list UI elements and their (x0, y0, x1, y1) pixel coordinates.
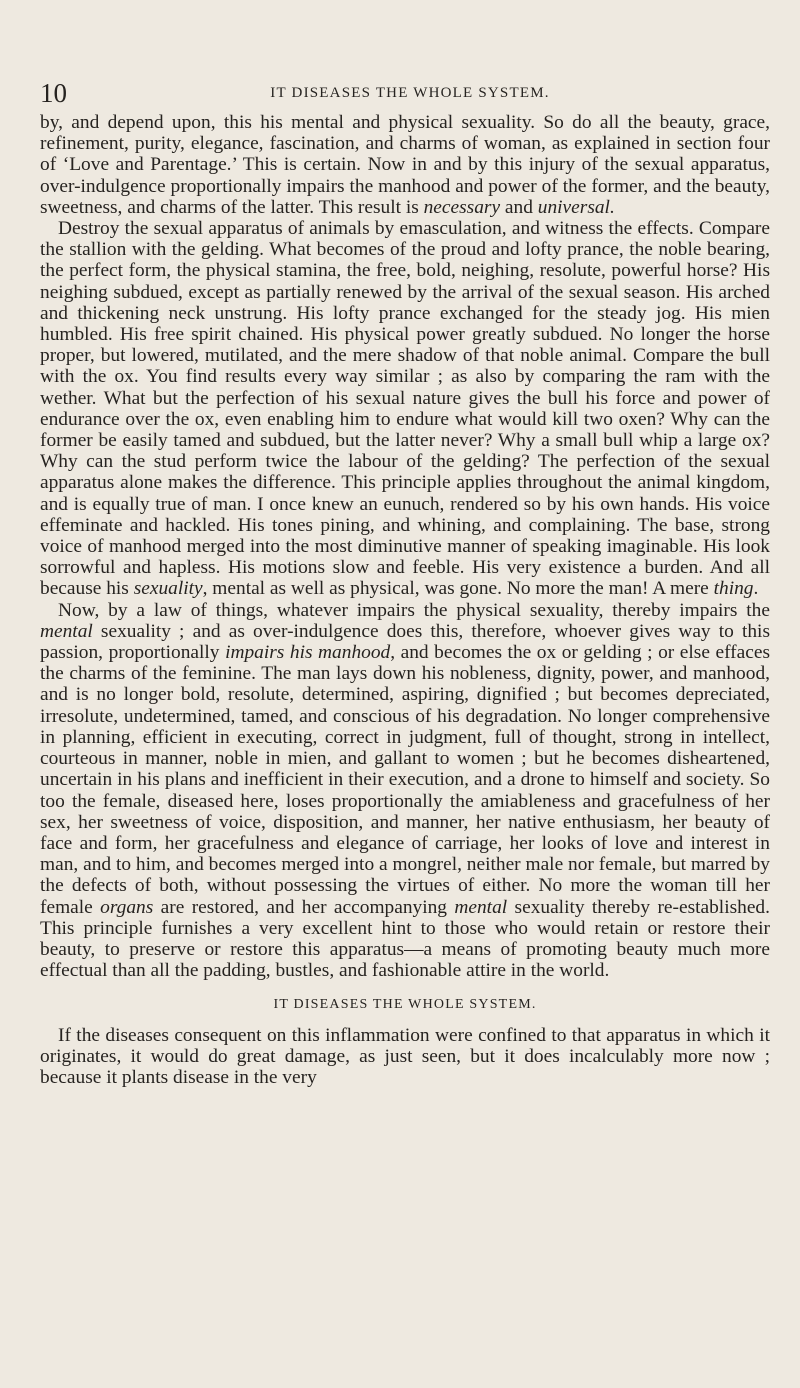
paragraph-2 (40, 218, 770, 600)
paragraph-1 (40, 112, 770, 218)
running-head (40, 78, 770, 112)
text-run: are restored, and her accompanying (153, 896, 455, 918)
emphasis-text: sexuality (133, 578, 203, 600)
text-run: . (753, 578, 759, 600)
text-run: , mental as well as physical, was gone. No more the man! A mere (202, 578, 714, 600)
body-text (40, 112, 770, 1088)
text-run: and (500, 196, 538, 218)
emphasis-text: mental (454, 896, 508, 918)
text-run: , and becomes the ox or gelding ; or else effaces the charms of the feminine. The man lays down his nobleness, dignity, power, and manhood, and is no longer bold, resolute, determined, aspiring, dignified ; but becomes depreciated, irresolute, undetermined, tamed, and conscious of his degradation. No longer comprehensive in planning, efficient in executing, correct in judgment, full of thought, strong in intellect, courteous in manner, noble in mien, and gallant to women ; but he becomes disheartened, uncertain in his plans and inefficient in their execution, and a drone to himself and society. So too the female, diseased here, loses proportionally the amiableness and gracefulness of her sex, her sweetness of voice, disposition, and manner, her native enthusiasm, her beauty of face and form, her gracefulness and elegance of carriage, her looks of love and interest in man, and to him, and becomes merged into a mongrel, neither male nor female, but marred by the defects of both, without possessing the virtues of either. No more the woman till her female (40, 642, 771, 918)
emphasis-text: thing (713, 578, 754, 600)
running-title: IT DISEASES THE WHOLE SYSTEM. (270, 85, 550, 101)
paragraph-3 (40, 600, 770, 982)
emphasis-text: universal. (537, 196, 615, 218)
emphasis-text: mental (40, 620, 93, 642)
emphasis-text: necessary (423, 196, 501, 218)
emphasis-text: organs (100, 896, 154, 918)
text-run: by, and depend upon, this his mental and physical sexuality. So do all the beauty, grace, refinement, purity, elegance, fascination, and charms of woman, as explained in section four of ‘Love and Parentage.’ This is certain. Now in and by this injury of the sexual apparatus, over-indulgence proportionally impairs the manhood and power of the former, and the beauty, sweetness, and charms of the latter. This result is (40, 112, 770, 218)
text-run: sexuality thereby re-established. This principle furnishes a very excellent hint to those who would retain or restore their beauty, to preserve or restore this apparatus—a means of promoting beauty much more effectual than all the padding, bustles, and fashionable attire in the world. (40, 896, 770, 982)
section-heading: IT DISEASES THE WHOLE SYSTEM. (273, 997, 537, 1013)
text-run: sexuality ; and as over-indulgence does this, therefore, whoever gives way to this passion, proportionally (40, 620, 770, 664)
page-number: 10 (40, 78, 67, 108)
text-run: Now, by a law of things, whatever impairs the physical sexuality, thereby impairs the (58, 599, 770, 621)
emphasis-text: impairs his manhood (225, 642, 391, 664)
closing-paragraph: If the diseases consequent on this inflammation were confined to that apparatus in which it originates, it would do great damage, as just seen, but it does incalculably more now ; because it plants disease in the very (40, 1024, 770, 1088)
text-run: Destroy the sexual apparatus of animals by emasculation, and witness the effects. Compare the stallion with the gelding. What becomes of the proud and lofty prance, the noble bearing, the perfect form, the physical stamina, the free, bold, neighing, resolute, powerful horse? His neighing subdued, except as partially renewed by the arrival of the sexual season. His arched and thickening neck unstrung. His lofty prance exchanged for the steady jog. His mien humbled. His free spirit chained. His physical power greatly subdued. No longer the horse proper, but lowered, mutilated, and the mere shadow of that noble animal. Compare the bull with the ox. You find results every way similar ; as also by comparing the ram with the wether. What but the perfection of his sexual nature gives the bull his force and power of endurance over the ox, even enabling him to endure what would kill two oxen? Why can the former be easily tamed and subdued, but the latter never? Why a small bull whip a large ox? Why can the stud perform twice the labour of the gelding? The perfection of the sexual apparatus alone makes the difference. This principle applies throughout the animal kingdom, and is equally true of man. I once knew an eunuch, rendered so by his own hands. His voice effeminate and hackled. His tones pining, and whining, and complaining. The base, strong voice of manhood merged into the most diminutive manner of speaking imaginable. His look sorrowful and hapless. His motions slow and feeble. His very existence a burden. And all because his (40, 218, 770, 600)
